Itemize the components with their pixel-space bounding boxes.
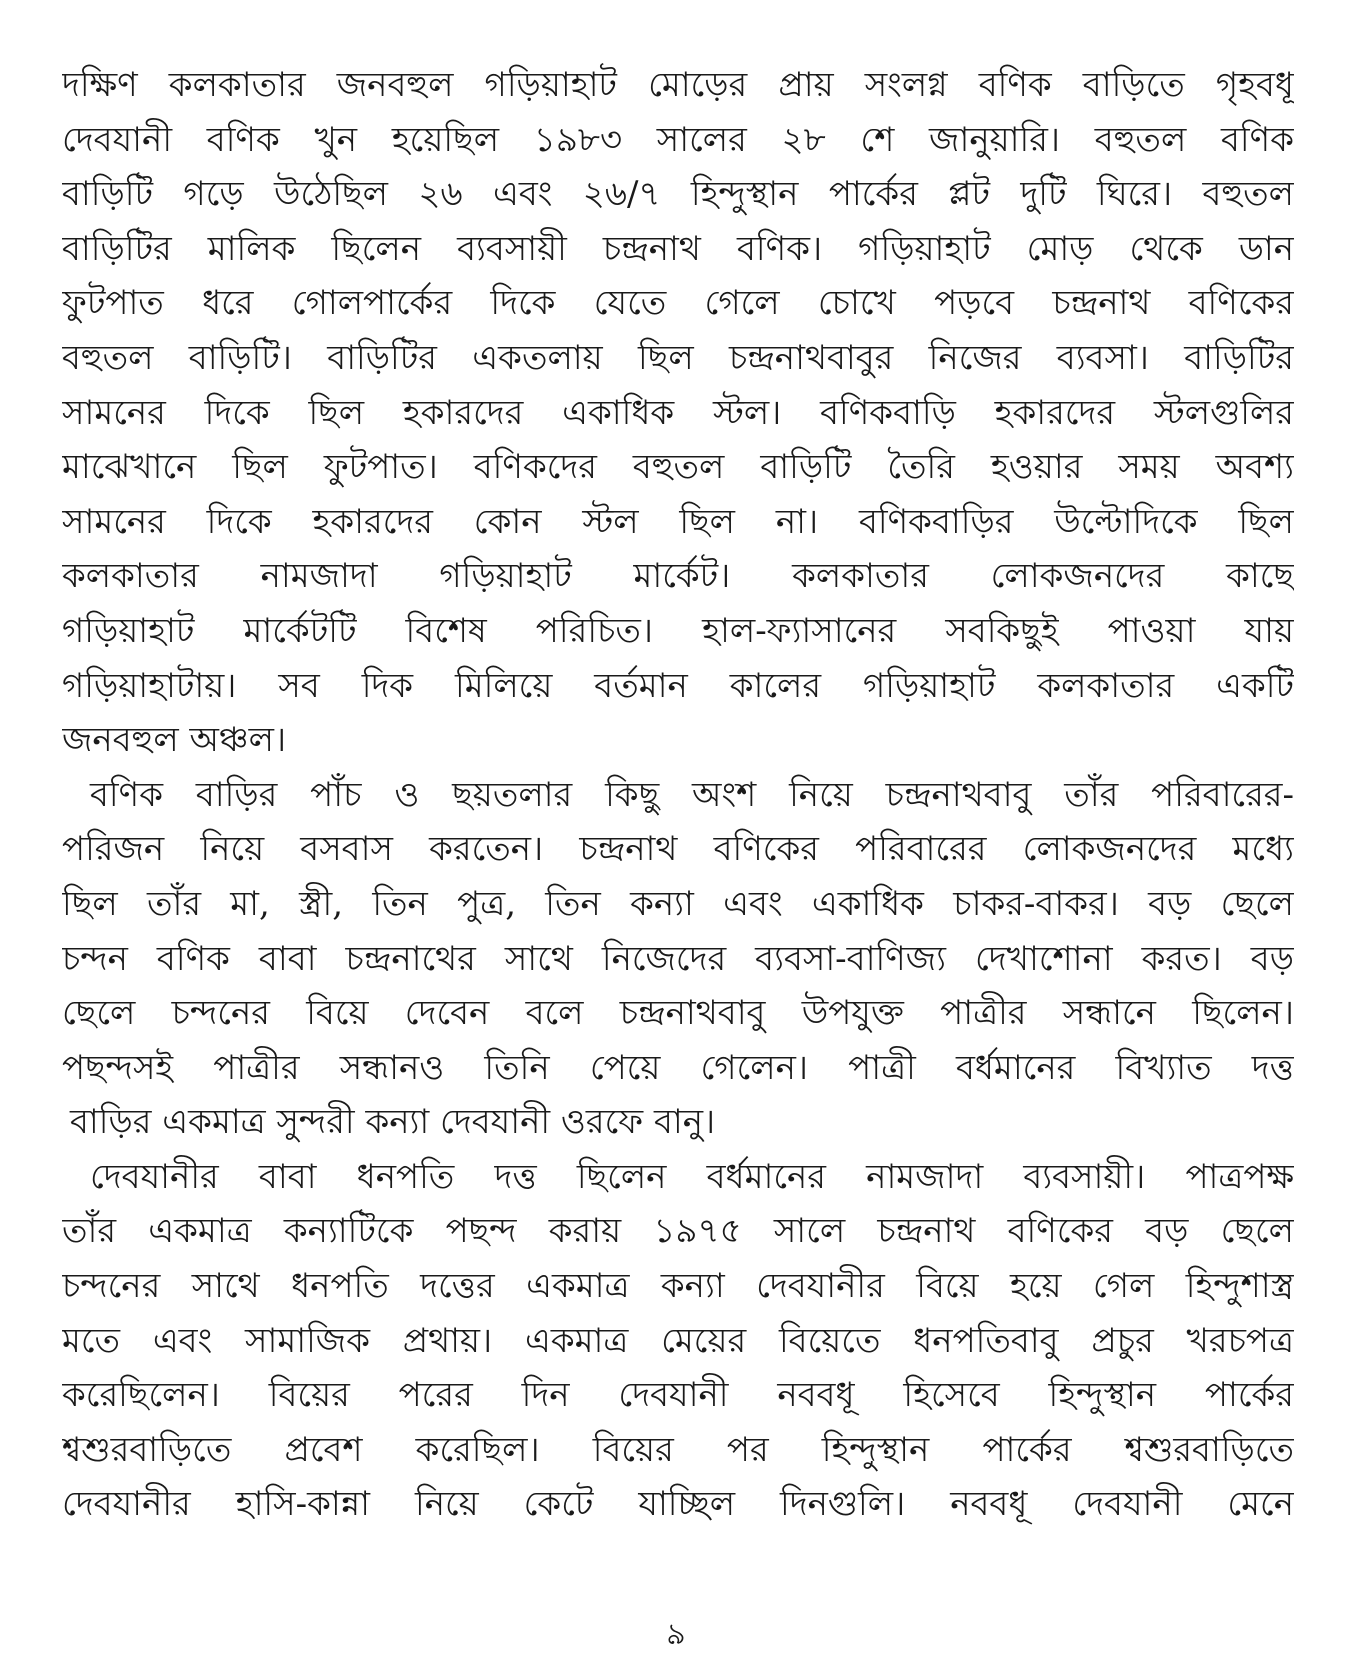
text-line: দেবযানী বণিক খুন হয়েছিল ১৯৮৩ সালের ২৮ শে জানুয়ারি। বহুতল বণিক	[62, 119, 1294, 160]
text-line: মতে এবং সামাজিক প্রথায়। একমাত্র মেয়ের বিয়েতে ধনপতিবাবু প্রচুর খরচপত্র	[62, 1320, 1294, 1361]
text-line: বাড়িটি গড়ে উঠেছিল ২৬ এবং ২৬/৭ হিন্দুস্থান পার্কের প্লট দুটি ঘিরে। বহুতল	[62, 174, 1294, 215]
text-line: পরিজন নিয়ে বসবাস করতেন। চন্দ্রনাথ বণিকের পরিবারের লোকজনদের মধ্যে	[62, 829, 1294, 870]
text-line: ছেলে চন্দনের বিয়ে দেবেন বলে চন্দ্রনাথবাবু উপযুক্ত পাত্রীর সন্ধানে ছিলেন।	[62, 993, 1294, 1034]
page-number: ৯	[666, 1617, 686, 1652]
paragraph-2	[62, 768, 1294, 1150]
paragraph-3	[62, 1150, 1294, 1532]
text-line: শ্বশুরবাড়িতে প্রবেশ করেছিল। বিয়ের পর হিন্দুস্থান পার্কের শ্বশুরবাড়িতে	[62, 1429, 1294, 1470]
text-line: মাঝেখানে ছিল ফুটপাত। বণিকদের বহুতল বাড়িটি তৈরি হওয়ার সময় অবশ্য	[62, 447, 1294, 488]
text-line: চন্দন বণিক বাবা চন্দ্রনাথের সাথে নিজেদের ব্যবসা-বাণিজ্য দেখাশোনা করত। বড়	[62, 938, 1294, 979]
text-line: চন্দনের সাথে ধনপতি দত্তের একমাত্র কন্যা দেবযানীর বিয়ে হয়ে গেল হিন্দুশাস্ত্র	[62, 1266, 1294, 1307]
text-line: বাড়িটির মালিক ছিলেন ব্যবসায়ী চন্দ্রনাথ বণিক। গড়িয়াহাট মোড় থেকে ডান	[62, 228, 1294, 269]
text-line: তাঁর একমাত্র কন্যাটিকে পছন্দ করায় ১৯৭৫ সালে চন্দ্রনাথ বণিকের বড় ছেলে	[62, 1211, 1294, 1252]
text-line: করেছিলেন। বিয়ের পরের দিন দেবযানী নববধূ হিসেবে হিন্দুস্থান পার্কের	[62, 1375, 1294, 1416]
text-line: দেবযানীর হাসি-কান্না নিয়ে কেটে যাচ্ছিল দিনগুলি। নববধূ দেবযানী মেনে	[62, 1484, 1294, 1525]
text-line: জনবহুল অঞ্চল।	[62, 720, 287, 761]
text-line: বহুতল বাড়িটি। বাড়িটির একতলায় ছিল চন্দ্রনাথবাবুর নিজের ব্যবসা। বাড়িটির	[62, 337, 1294, 378]
text-line: পছন্দসই পাত্রীর সন্ধানও তিনি পেয়ে গেলেন। পাত্রী বর্ধমানের বিখ্যাত দত্ত	[62, 1047, 1294, 1088]
text-line: গড়িয়াহাটায়। সব দিক মিলিয়ে বর্তমান কালের গড়িয়াহাট কলকাতার একটি	[62, 665, 1294, 706]
paragraph-1	[62, 58, 1294, 768]
text-line: বাড়ির একমাত্র সুন্দরী কন্যা দেবযানী ওরফে বানু।	[70, 1102, 716, 1143]
text-line: গড়িয়াহাট মার্কেটটি বিশেষ পরিচিত। হাল-ফ্যাসানের সবকিছুই পাওয়া যায়	[62, 610, 1294, 651]
text-line: দেবযানীর বাবা ধনপতি দত্ত ছিলেন বর্ধমানের নামজাদা ব্যবসায়ী। পাত্রপক্ষ	[90, 1156, 1294, 1197]
text-line: সামনের দিকে হকারদের কোন স্টল ছিল না। বণিকবাড়ির উল্টোদিকে ছিল	[62, 501, 1294, 542]
text-line: ফুটপাত ধরে গোলপার্কের দিকে যেতে গেলে চোখে পড়বে চন্দ্রনাথ বণিকের	[62, 283, 1294, 324]
text-line: কলকাতার নামজাদা গড়িয়াহাট মার্কেট। কলকাতার লোকজনদের কাছে	[62, 556, 1294, 597]
text-line: বণিক বাড়ির পাঁচ ও ছয়তলার কিছু অংশ নিয়ে চন্দ্রনাথবাবু তাঁর পরিবারের-	[90, 774, 1294, 815]
body-text	[62, 58, 1294, 1532]
text-line: সামনের দিকে ছিল হকারদের একাধিক স্টল। বণিকবাড়ি হকারদের স্টলগুলির	[62, 392, 1294, 433]
text-line: দক্ষিণ কলকাতার জনবহুল গড়িয়াহাট মোড়ের প্রায় সংলগ্ন বণিক বাড়িতে গৃহবধূ	[62, 65, 1294, 105]
text-line: ছিল তাঁর মা, স্ত্রী, তিন পুত্র, তিন কন্যা এবং একাধিক চাকর-বাকর। বড় ছেলে	[62, 883, 1294, 924]
